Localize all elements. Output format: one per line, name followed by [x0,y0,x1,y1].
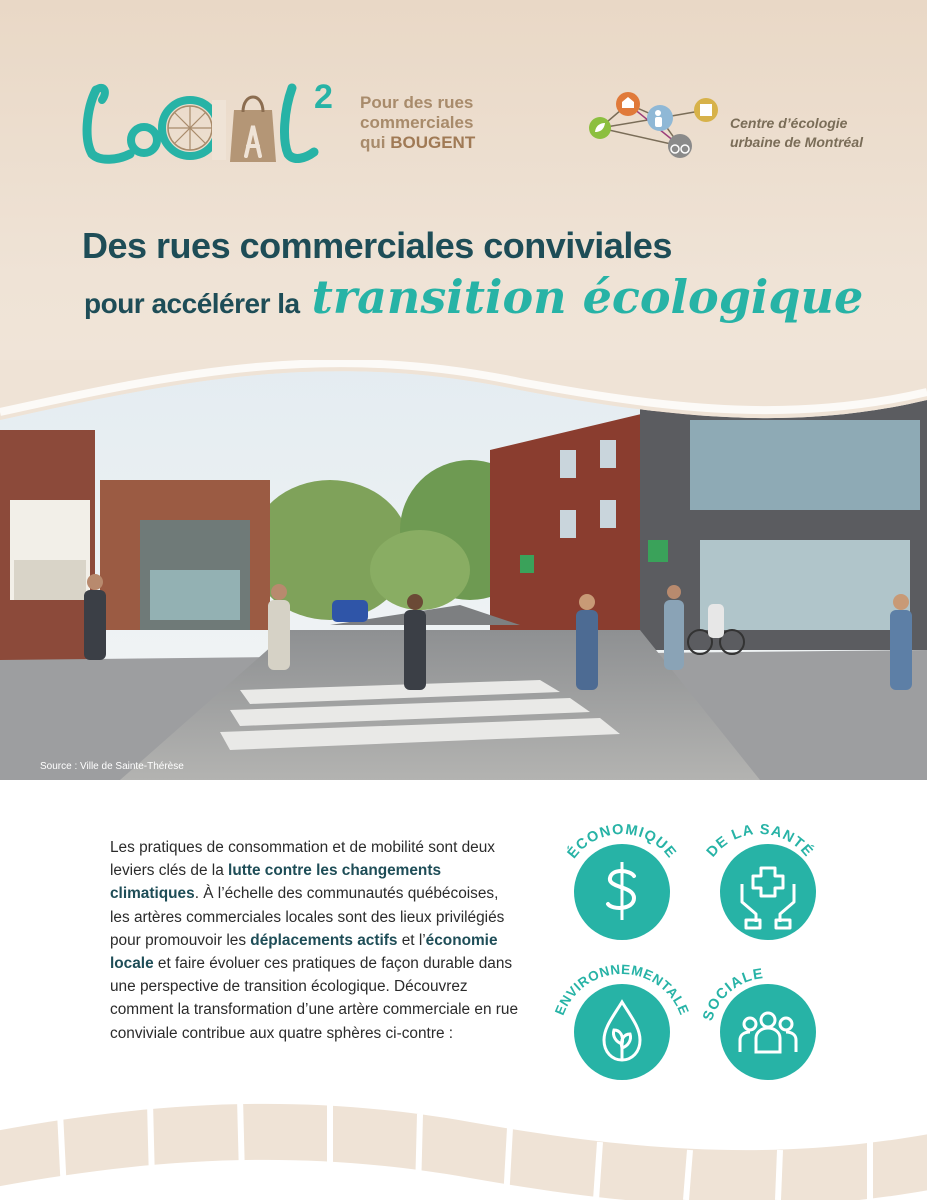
tagline-line1: Pour des rues [360,93,474,112]
title-line2 [84,270,880,336]
tagline [360,93,520,153]
ceum-network-icon [582,90,722,168]
title-line1: Des rues commerciales conviviales [82,225,672,266]
ceum-logo [582,90,882,170]
intro-text-3: et l’ [397,931,426,949]
bottom-wave-ornament [0,1092,927,1200]
intro-text-1: Les pratiques de consommation et de mobilité sont deux leviers clés de la [110,839,495,880]
highlight-climate: lutte contre les changements climatiques [110,862,442,903]
svg-text:2: 2 [314,78,333,116]
intro-text-2: . À l’échelle des communautés québécoises, les artères commerciales locales sont des lieux privilégiés pour promouvoir les [110,885,505,949]
ceum-name-line1: Centre d’écologie [730,115,848,131]
local2-logo [78,70,348,170]
title-script-emphasis: transition écologique [311,270,864,324]
sphere-label-environnementale: ENVIRONNEMENTALE [552,961,692,1018]
page-title [80,224,880,336]
image-caption: Source : Ville de Sainte-Thérèse [40,761,184,772]
ceum-name [730,114,880,152]
tagline-emphasis: BOUGENT [390,133,476,152]
highlight-active-mobility: déplacements actifs [250,931,398,949]
tagline-line3 [360,133,520,153]
sphere-sociale [680,944,840,1104]
title-line2-pre: pour accélérer la [84,288,300,319]
intro-paragraph [110,836,520,1045]
sphere-label-economique: ÉCONOMIQUE [564,821,680,862]
sphere-environnementale [542,944,702,1104]
intro-text-4: et faire évoluer ces pratiques de façon durable dans une perspective de transition écologique. Découvrez comment la transformation d’une artère commerciale en rue conviviale contribue aux quatre sphères ci-contre : [110,955,519,1042]
tagline-line3-pre: qui [360,133,391,152]
ceum-name-line2: urbaine de Montréal [730,134,864,150]
street-illustration [0,360,927,780]
tagline-line2: commerciales [360,113,474,132]
sphere-label-sante: DE LA SANTÉ [703,821,817,861]
highlight-local-economy: économie locale [110,931,498,973]
sphere-label-sociale: SOCIALE [700,965,766,1023]
